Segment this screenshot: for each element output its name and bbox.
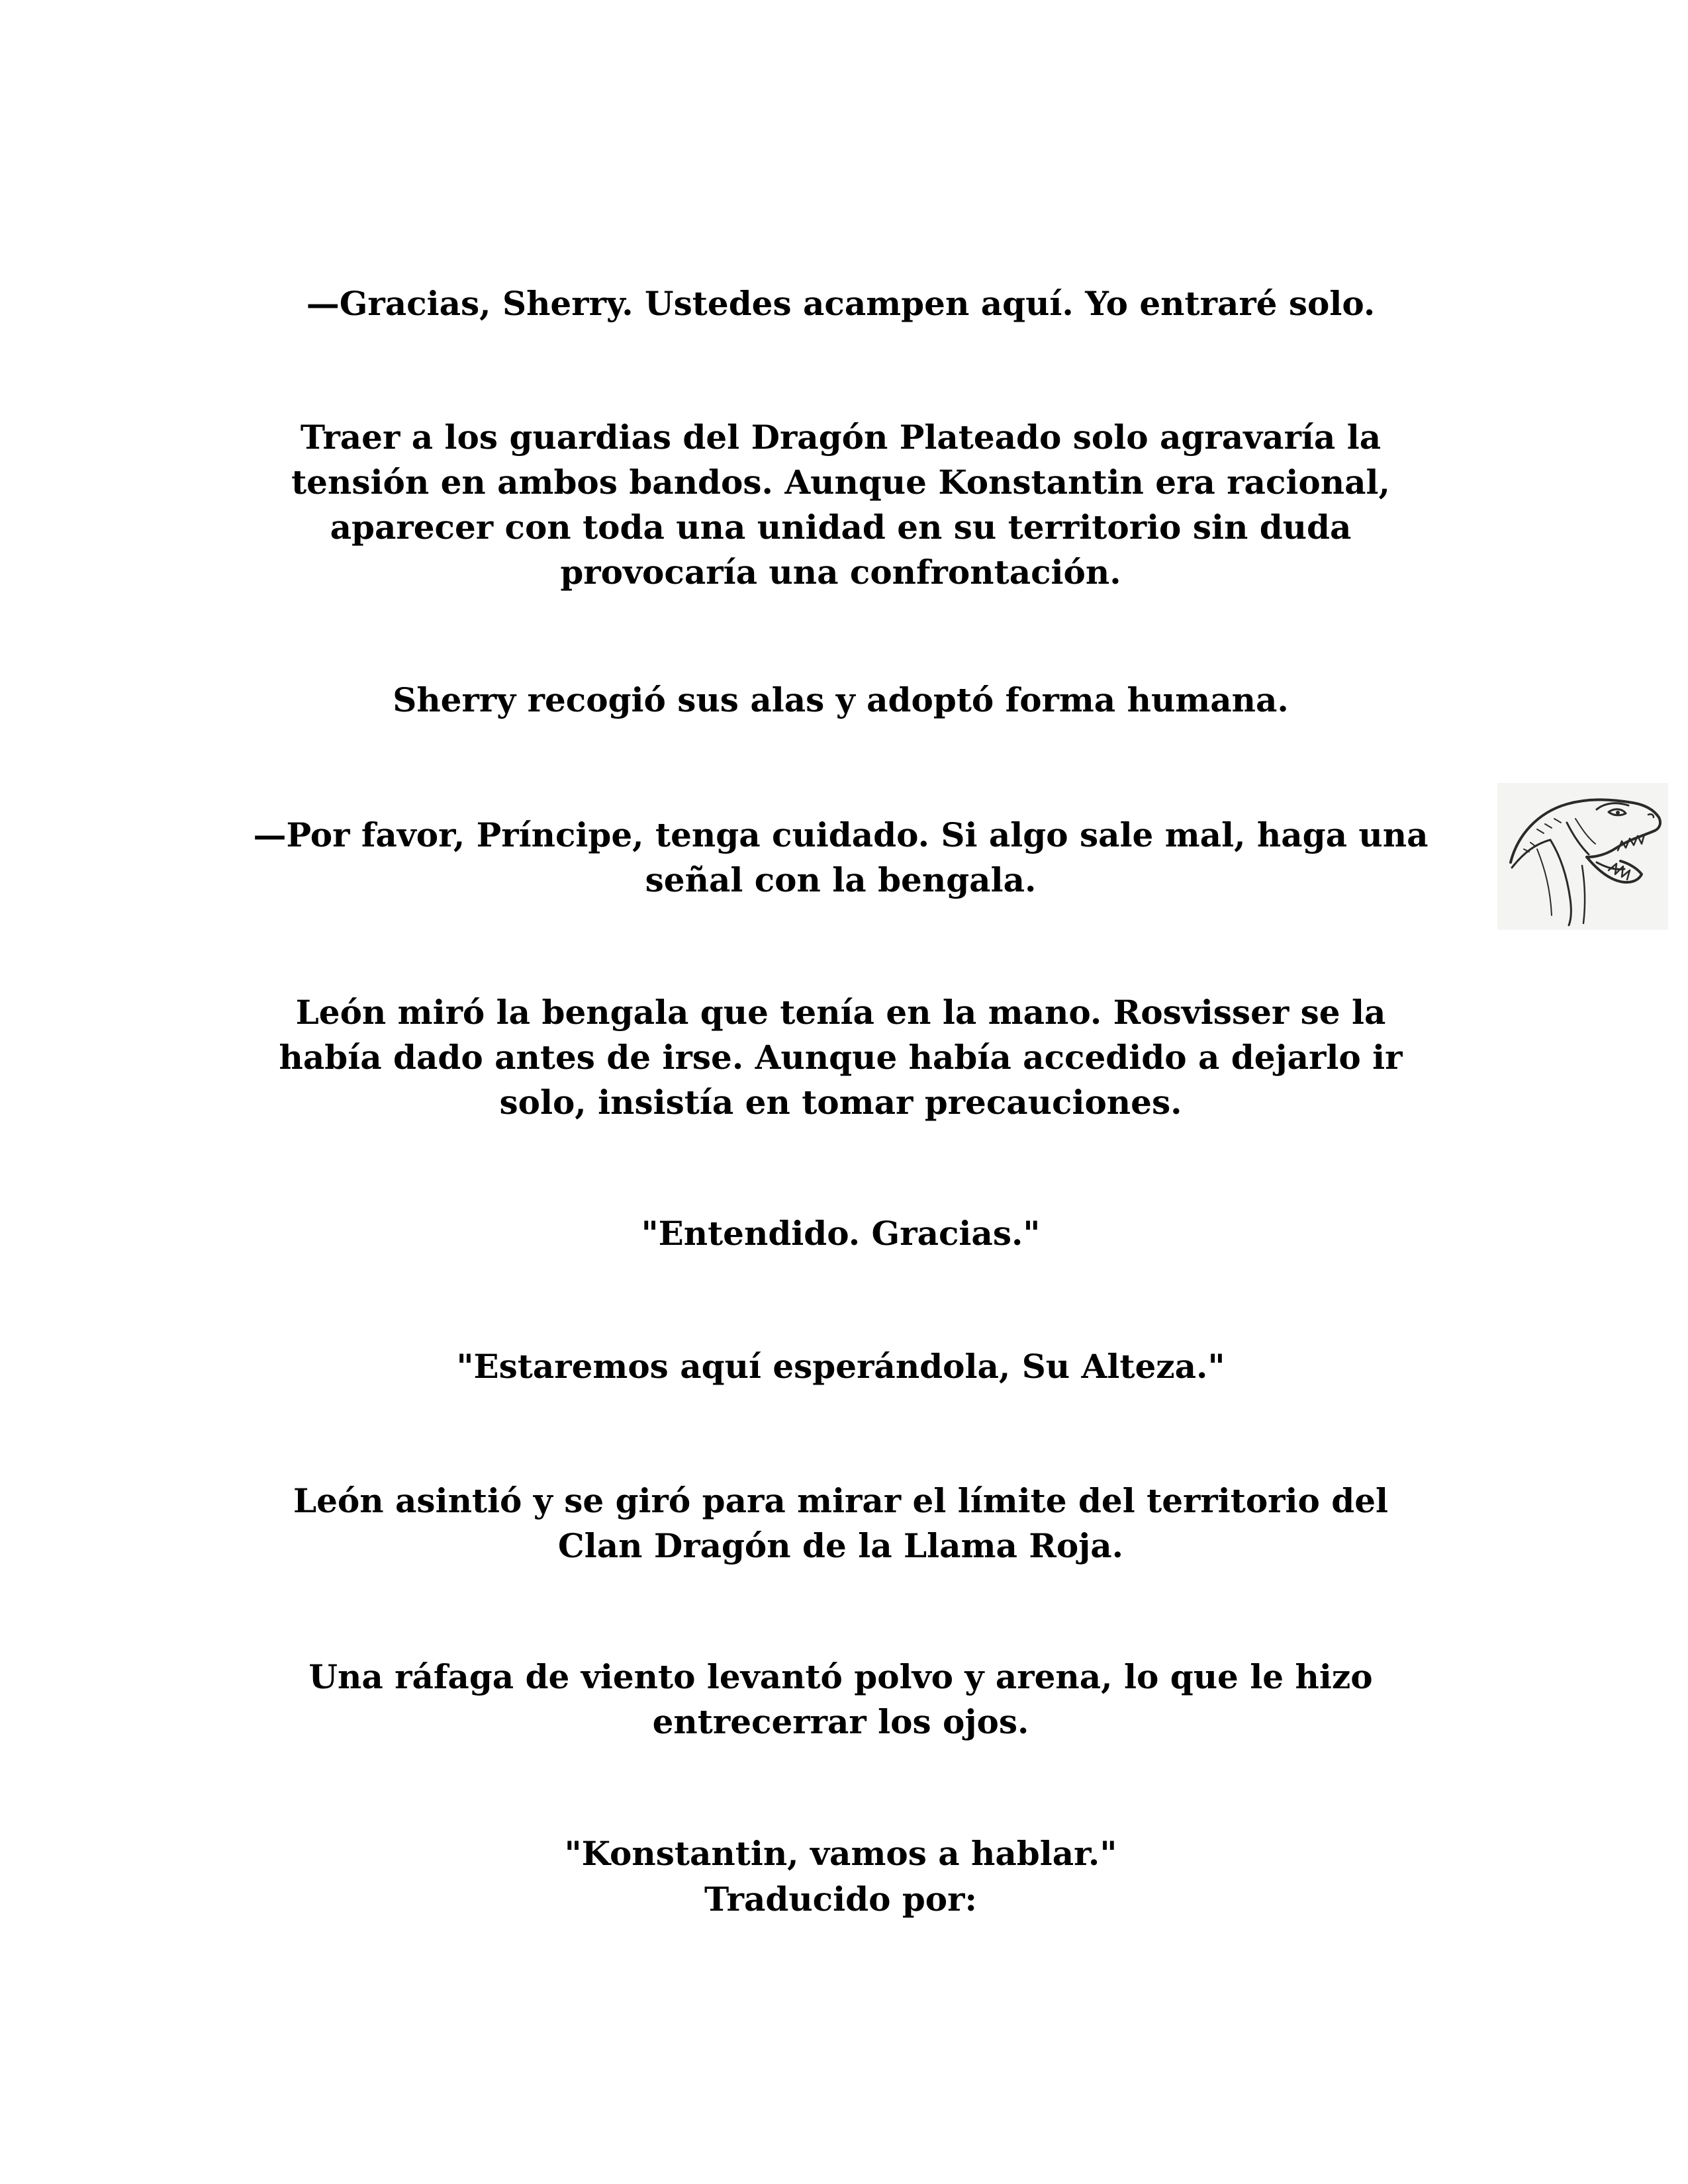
paragraph-4: —Por favor, Príncipe, tenga cuidado. Si algo sale mal, haga una señal con la bengala. <box>253 815 1429 899</box>
paragraph-10: "Konstantin, vamos a hablar." <box>564 1834 1117 1873</box>
translated-by-label: Traducido por: <box>704 1880 977 1919</box>
paragraph-3: Sherry recogió sus alas y adoptó forma humana. <box>393 680 1289 719</box>
paragraph-6: "Entendido. Gracias." <box>641 1214 1041 1253</box>
paragraph-5: León miró la bengala que tenía en la mano. Rosvisser se la había dado antes de irse. Aunque había accedido a dejarlo ir solo, insistía en tomar precauciones. <box>279 993 1403 1122</box>
paragraph-1: —Gracias, Sherry. Ustedes acampen aquí. Yo entraré solo. <box>306 284 1376 323</box>
paragraph-2: Traer a los guardias del Dragón Plateado solo agravaría la tensión en ambos bandos. Aunque Konstantin era racional, aparecer con toda una unidad en su territorio sin duda provocaría una confrontación. <box>291 418 1390 592</box>
paragraph-9: Una ráfaga de viento levantó polvo y arena, lo que le hizo entrecerrar los ojos. <box>308 1657 1373 1741</box>
paragraph-7: "Estaremos aquí esperándola, Su Alteza." <box>456 1347 1225 1386</box>
dinosaur-head-sketch-icon <box>1497 783 1668 930</box>
paragraph-8: León asintió y se giró para mirar el límite del territorio del Clan Dragón de la Llama Roja. <box>293 1481 1389 1565</box>
